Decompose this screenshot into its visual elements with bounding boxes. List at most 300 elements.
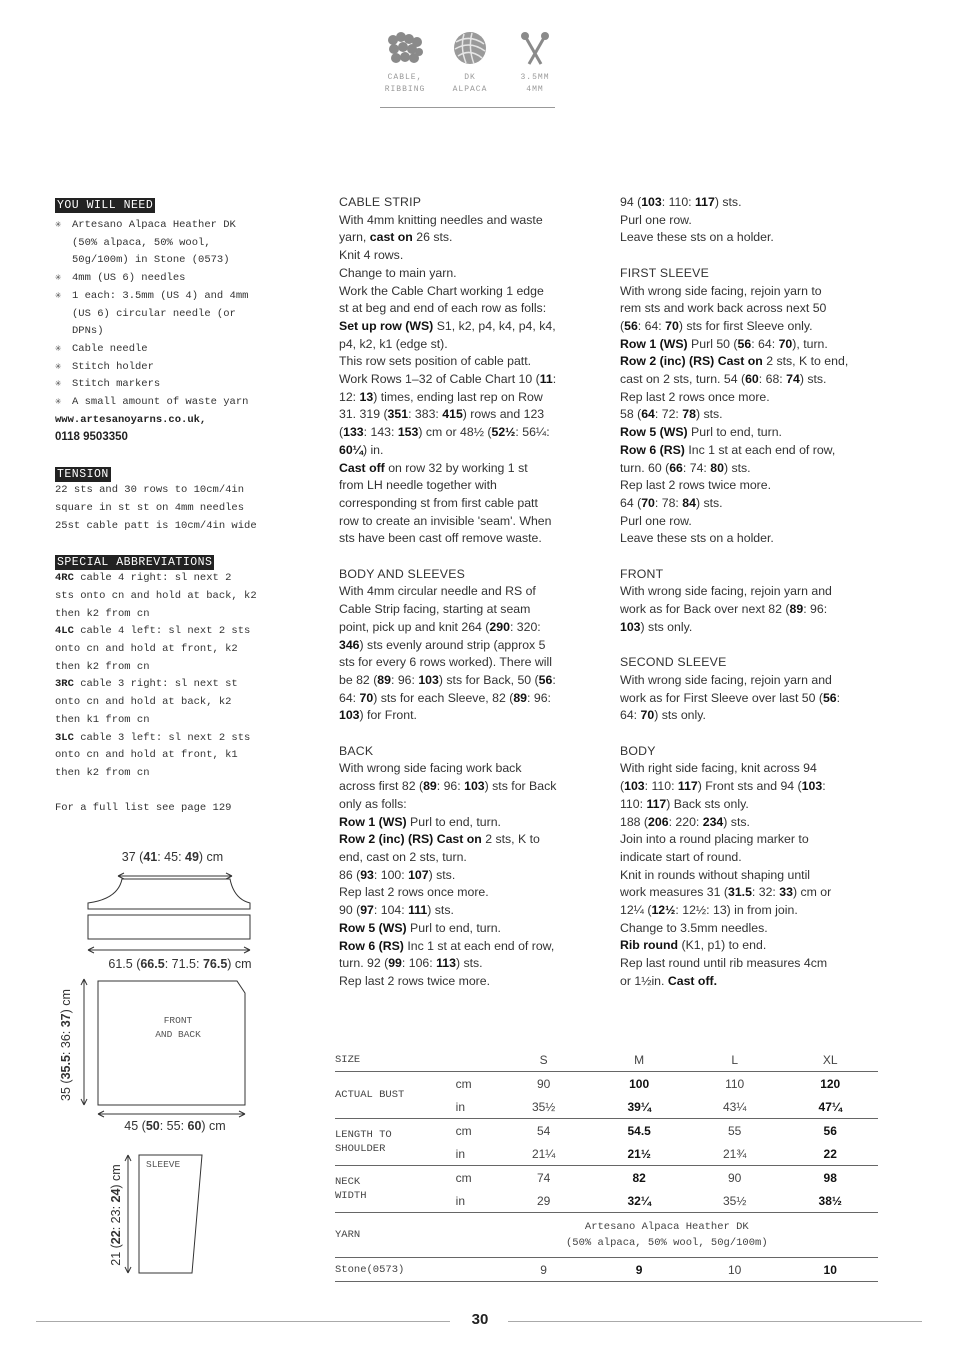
item-line: (US 6) circular needle (or [72,307,236,320]
measure-part: 37 ( [121,850,144,864]
bold-text: 113 [436,956,456,971]
text: work measures 31 ( [620,885,728,900]
measure-part: : 55: [159,1119,188,1133]
instruction-line [339,619,599,637]
text: : 220: [668,814,703,829]
body-band-outline [88,915,250,939]
text: point, pick up and knit 264 ( [339,619,490,634]
text: ) sts for each Sleeve, 82 ( [373,690,514,705]
text: 110: [620,796,647,811]
measure-part: 37 [59,1013,73,1028]
text: ) sts. [695,495,723,510]
table-cell: 9 [591,1258,687,1282]
abbreviation-3rc [55,676,295,729]
instruction-line [339,849,599,867]
instruction-line [339,495,599,513]
abbr-line: cable 3 right: sl next st [73,678,238,691]
text: ) Back sts only. [666,796,749,811]
text: Work Rows 1–32 of Cable Chart 10 ( [339,372,540,387]
text: only as folls: [339,796,407,811]
measure-part: ) cm [198,850,224,864]
table-cell: 22 [823,1146,837,1161]
you-will-need-heading: YOU WILL NEED [57,199,154,212]
text: 12: [339,389,360,404]
instruction-line [339,778,599,796]
table-cell: 90 [496,1072,592,1096]
text: st at beg and end of each row as folls: [339,301,547,316]
table-cell: 35½ [531,1099,556,1114]
abbr-line: then k2 from cn [55,766,150,779]
materials-item [55,288,295,341]
table-bottom-rule [335,1282,878,1284]
instruction-line [620,902,890,920]
table-cell: 21¾ [722,1146,747,1161]
footer-rule-right [508,1321,922,1322]
text: : 78: [654,495,683,510]
section-heading: FIRST SLEEVE [620,265,709,280]
bold-text: 70 [640,708,655,723]
measure-part: 76.5 [202,957,228,971]
bold-text: 103 [464,779,485,794]
measure-part: 61.5 ( [108,957,141,971]
text: : [822,779,826,794]
text: indicate start of round. [620,849,742,864]
measure-part: 22 [109,1230,123,1245]
instruction-line [620,973,890,991]
text: : 74: [682,460,711,475]
needles-icon [515,30,555,66]
text: Leave these sts on a holder. [620,230,774,245]
bold-text: 84 [682,495,696,510]
table-cell: 21¼ [531,1146,556,1161]
bold-text: 31.5 [727,885,752,900]
instruction-line [620,601,890,619]
text: 94 ( [620,195,642,209]
instruction-line [620,371,890,389]
measure-part: 35.5 [59,1055,73,1080]
text: ) in. [362,442,384,457]
text: 31. 319 ( [339,407,388,422]
bold-text: 111 [408,903,428,918]
text: : 104: [373,903,409,918]
bold-text: Row 6 (RS) [339,938,404,953]
bold-text: Rib round [620,938,679,953]
instruction-line [620,760,890,778]
bold-text: 60¼ [339,442,363,457]
measure-part: 35 ( [59,1079,73,1101]
text: across first 82 ( [339,779,424,794]
item-line: 1 each: 3.5mm (US 4) and 4mm [72,289,249,302]
bold-text: 70 [778,336,793,351]
yarn-row [335,1213,878,1258]
bold-text: 93 [360,867,374,882]
icon-caption-3a: 3.5MM [520,73,550,82]
bold-text: 56 [538,672,553,687]
bold-text: 103 [641,195,662,209]
bold-text: 103 [418,672,439,687]
instruction-line [620,867,890,885]
text: 58 ( [620,407,642,422]
text: : 56¼: [515,425,550,440]
text: : [836,690,841,705]
abbr-line: onto cn and hold at front, k1 [55,749,238,762]
instruction-line [339,955,599,973]
abbr-line: sts onto cn and hold at back, k2 [55,589,257,602]
measure-part: : 36: [59,1027,73,1056]
bold-text: 103 [801,779,823,794]
sleeve-outline [139,1155,202,1273]
paragraph-gap [620,247,890,265]
text: Rep last 2 rows twice more. [620,478,772,493]
bold-text: Row 2 (inc) (RS) Cast on [620,354,763,369]
panel-label-line: AND BACK [155,1029,201,1040]
instruction-line [339,406,599,424]
text: ) sts. [428,867,456,882]
text: ( [620,779,625,794]
measure-part: 24 [109,1188,123,1203]
table-cell: 120 [782,1072,878,1096]
size-s: S [539,1052,548,1067]
item-line: Stitch holder [72,360,154,373]
text: corresponding st from first cable patt [339,495,538,510]
instruction-line [339,884,599,902]
instruction-line [339,938,599,956]
bold-text: 70 [665,318,679,333]
bold-text: Set up row (WS) [339,318,434,333]
text: : 100: [373,867,409,882]
table-cell: 54 [496,1119,592,1143]
materials-item [55,217,295,270]
text: ) sts. [714,195,742,209]
instruction-line [339,442,599,460]
bold-text: 70 [641,495,655,510]
yoke-outline [88,879,250,909]
row-label [335,1119,456,1166]
table-cell: 98 [782,1166,878,1190]
asterisk-icon: ✳ [55,360,62,373]
measure-part: ) cm [59,989,73,1014]
bold-text: 415 [442,407,463,422]
instruction-line [620,212,890,230]
instruction-line [339,920,599,938]
item-line: DPNs) [72,325,104,338]
bold-text: 64 [641,407,655,422]
table-cell: 39¼ [627,1099,651,1114]
text: : 32: [751,885,780,900]
bold-text: 80 [710,460,724,475]
text: row to create an invisible 'seam'. When [339,513,552,528]
stone-label: Stone(0573) [335,1258,456,1282]
icon-caption-2a: DK [464,73,476,82]
table-cell: 10 [687,1258,783,1282]
section-heading: BODY [620,743,656,758]
icon-caption-1a: CABLE, [387,73,423,82]
measure-part: : 71.5: [164,957,203,971]
text: Purl 50 ( [687,336,738,351]
bold-text: 89 [377,672,391,687]
instruction-line [339,707,599,725]
bold-text: Cast off [339,460,385,475]
materials-column [55,195,295,817]
asterisk-icon: ✳ [55,272,62,285]
text: 64: [620,708,641,723]
text: ) sts. [723,814,750,829]
abbr-code: 3LC [55,731,74,744]
instruction-line [339,212,599,230]
section-heading: FRONT [620,566,664,581]
item-line: Stitch markers [72,378,161,391]
measure-part: 21 ( [109,1244,123,1266]
bold-text: 66 [669,460,683,475]
bold-text: 56 [822,690,837,705]
bold-text: 56 [624,318,638,333]
unit-cell: in [455,1146,465,1161]
bold-text: 117 [646,796,667,811]
text: Rep last 2 rows twice more. [339,973,491,988]
instruction-line [620,442,890,460]
table-cell: 110 [687,1072,783,1096]
text: : 96: [436,779,465,794]
yarn-ball-icon [450,30,490,66]
instruction-line [620,530,890,548]
bold-text: 103 [339,708,360,723]
text: ) sts. [723,460,751,475]
instructions-right-column [620,194,890,991]
bold-text: 346 [339,637,360,652]
abbr-line: cable 4 right: sl next 2 [73,572,232,585]
text: : 110: [644,779,678,794]
paragraph-gap [620,548,890,566]
text: Purl one row. [620,513,692,528]
size-m: M [634,1052,645,1067]
instruction-line [620,849,890,867]
text: 64 ( [620,495,642,510]
abbr-line: then k2 from cn [55,660,150,673]
table-cell: 35½ [722,1193,747,1208]
text: turn. 60 ( [620,460,670,475]
section-heading: CABLE STRIP [339,195,422,209]
text: cast on 2 sts, turn. 54 ( [620,372,746,387]
item-line: A small amount of waste yarn [72,396,249,409]
abbreviations-note: For a full list see page 129 [55,801,232,814]
measure-part: 50 [145,1119,160,1133]
paragraph-gap [620,725,890,743]
instruction-line [339,973,599,991]
abbr-line: onto cn and hold at front, k2 [55,643,238,656]
instruction-line [620,300,890,318]
materials-list [55,217,295,412]
row-label-line: SHOULDER [335,1143,386,1155]
text: on row 32 by working 1 st [384,460,528,475]
text: ) sts. [455,956,483,971]
instruction-line [620,495,890,513]
bold-text: 89 [789,602,804,617]
icon-caption-2b: ALPACA [452,85,488,94]
abbr-line: cable 4 left: sl next 2 sts [73,625,251,638]
unit-cell: cm [456,1166,496,1190]
table-cell: 21½ [627,1146,651,1161]
materials-item [55,394,295,412]
text: : 320: [509,619,541,634]
abbreviation-3lc [55,730,295,783]
instruction-line [339,389,599,407]
text: 26 sts. [412,230,453,245]
text: : 96: [803,602,828,617]
bold-text: 351 [387,407,409,422]
text: ) sts only. [654,708,706,723]
text: Leave these sts on a holder. [620,531,774,546]
instructions-middle-column [339,194,599,991]
row-label [335,1072,456,1119]
item-line: 50g/100m) in Stone (0573) [72,254,230,267]
website-link[interactable]: www.artesanoyarns.co.uk, [55,413,207,426]
header-icons [380,30,555,110]
bold-text: 206 [648,814,669,829]
abbr-line: then k2 from cn [55,607,150,620]
instruction-line [620,796,890,814]
bold-text: 117 [695,195,715,209]
abbreviation-4lc [55,623,295,676]
size-header-row [335,1048,878,1072]
sleeve-length-measure [109,1145,127,1285]
text: Inc 1 st at each end of row, [403,938,555,953]
unit-cell [456,1258,496,1282]
text: ) sts. [427,903,454,918]
tension-heading: TENSION [57,468,109,482]
text: end, cast on 2 sts, turn. [339,849,467,864]
size-xl: XL [822,1052,838,1067]
text: or 1½in. [620,973,668,988]
cable-texture-icon [385,30,425,66]
yarn-label: YARN [335,1213,456,1258]
text: Change to 3.5mm needles. [620,920,768,935]
text: : 12½: 13) in from join. [675,903,798,918]
section-heading: BACK [339,743,374,758]
instruction-line [339,583,599,601]
instruction-line [339,477,599,495]
text: ) times, ending last rep on Row [373,389,543,404]
size-l: L [731,1052,738,1067]
full-width-measure [85,957,275,971]
text: ) sts only. [640,619,693,634]
table-row [335,1119,878,1143]
item-line: 4mm (US 6) needles [72,272,186,285]
abbr-code: 3RC [55,678,74,691]
text: Knit in rounds without shaping until [620,867,811,882]
instruction-line [339,831,599,849]
text: Cable Strip facing, starting at seam [339,602,531,617]
tension-line: 22 sts and 30 rows to 10cm/4in [55,484,245,497]
unit-cell [456,1048,496,1072]
unit-cell: cm [456,1119,496,1143]
abbr-line: then k1 from cn [55,713,150,726]
text: Knit 4 rows. [339,248,404,263]
yarn-line: Artesano Alpaca Heather DK [584,1221,749,1233]
height-measure [59,965,77,1125]
instruction-line [620,690,890,708]
cable-icon-cell [380,30,430,95]
paragraph-gap [339,725,599,743]
abbr-code: 4RC [55,572,74,585]
text: ) cm or [792,885,832,900]
icon-caption-1b: RIBBING [384,85,426,94]
header-rule [380,107,555,108]
table-cell: 32¼ [627,1193,651,1208]
instruction-line [620,619,890,637]
instruction-line [339,247,599,265]
table-cell: 38½ [818,1193,842,1208]
instruction-line [339,530,599,548]
text: : 106: [401,956,437,971]
measure-part: 66.5 [140,957,165,971]
asterisk-icon: ✳ [55,219,62,231]
instruction-line [620,389,890,407]
bold-text: Row 5 (WS) [620,425,688,440]
row-label-line: ACTUAL BUST [335,1089,405,1101]
bold-text: 97 [360,903,374,918]
instruction-line [339,672,599,690]
bold-text: 70 [359,690,374,705]
text: 90 ( [339,903,361,918]
yarn-icon-cell [445,30,495,95]
instruction-line [620,353,890,371]
text: : [552,372,557,387]
text: This row sets position of cable patt. [339,354,532,369]
table-row [335,1072,878,1096]
text: With right side facing, knit across 94 [620,761,817,776]
row-label-line: WIDTH [335,1190,367,1202]
bold-text: 89 [423,779,437,794]
instruction-line [339,601,599,619]
instruction-line [339,283,599,301]
item-line: (50% alpaca, 50% wool, [72,236,211,249]
bold-text: 99 [388,956,402,971]
text: ) for Front. [359,708,417,723]
text: 2 sts, K to [481,832,540,847]
instruction-line [620,283,890,301]
asterisk-icon: ✳ [55,289,62,302]
text: 188 ( [620,814,649,829]
text: sts for every 6 rows worked). There will [339,655,552,670]
bold-text: Row 1 (WS) [339,814,407,829]
bold-text: 290 [489,619,510,634]
rule-cell [335,1282,878,1284]
table-cell: 47¼ [818,1099,842,1114]
bold-text: 60 [745,372,759,387]
text: : 64: [637,318,666,333]
instruction-line [339,867,599,885]
instruction-line [620,424,890,442]
text: Rep last 2 rows once more. [339,885,489,900]
instruction-line [339,760,599,778]
instruction-line [339,460,599,478]
text: 86 ( [339,867,361,882]
instruction-line [339,353,599,371]
instruction-line [620,707,890,725]
instruction-line [620,406,890,424]
text: : 96: [390,672,419,687]
text: ) Front sts and 94 ( [697,779,802,794]
unit-cell: cm [456,1072,496,1096]
instruction-line [339,265,599,283]
section-heading: BODY AND SLEEVES [339,566,465,581]
text: ) sts. [799,372,827,387]
text: ) sts for Back, 50 ( [438,672,539,687]
bold-text: 13 [359,389,374,404]
materials-item [55,270,295,288]
text: (K1, p1) to end. [678,938,767,953]
text: With wrong side facing, rejoin yarn and [620,584,832,599]
